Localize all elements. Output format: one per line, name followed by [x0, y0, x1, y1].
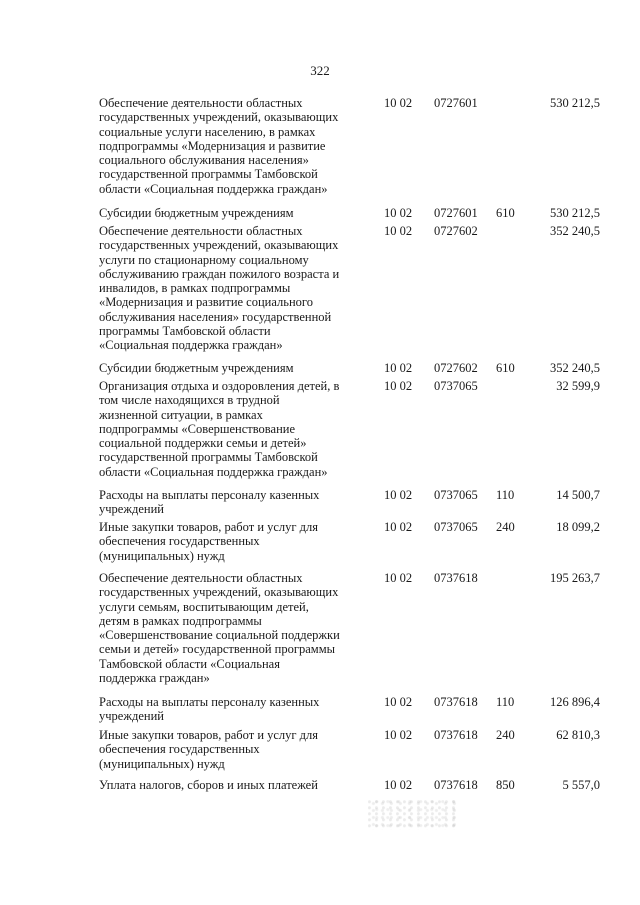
row-target-code: 0737618: [434, 778, 478, 792]
row-section: 10 02: [384, 379, 413, 393]
row-description: Субсидии бюджетным учреждениям: [99, 361, 294, 375]
row-amount: 195 263,7: [550, 571, 600, 585]
row-section: 10 02: [384, 206, 413, 220]
row-amount: 352 240,5: [550, 224, 600, 238]
row-expense-type: 610: [496, 206, 515, 220]
row-expense-type: 110: [496, 488, 515, 502]
row-expense-type: 610: [496, 361, 515, 375]
row-amount: 32 599,9: [556, 379, 600, 393]
row-amount: 18 099,2: [556, 520, 600, 534]
row-amount: 530 212,5: [550, 96, 600, 110]
row-amount: 530 212,5: [550, 206, 600, 220]
row-description: Иные закупки товаров, работ и услуг для обеспечения государственных (муниципальных) нужд: [99, 728, 319, 771]
row-section: 10 02: [384, 488, 413, 502]
row-description: Обеспечение деятельности областных государственных учреждений, оказывающих услуги по стационарному социальному обслуживанию граждан пожилого возраста и инвалидов, в рамках подпрограммы «Модернизация и развитие социального обслуживания населения» государственной программы Тамбовской области «Социальная поддержка граждан»: [99, 224, 340, 353]
row-amount: 62 810,3: [556, 728, 600, 742]
row-section: 10 02: [384, 778, 413, 792]
row-amount: 126 896,4: [550, 695, 600, 709]
row-amount: 5 557,0: [562, 778, 600, 792]
row-target-code: 0737618: [434, 728, 478, 742]
row-target-code: 0727602: [434, 224, 478, 238]
row-description: Расходы на выплаты персоналу казенных учреждений: [99, 695, 320, 724]
row-description: Уплата налогов, сборов и иных платежей: [99, 778, 318, 792]
row-target-code: 0727601: [434, 206, 478, 220]
row-section: 10 02: [384, 571, 413, 585]
row-target-code: 0727601: [434, 96, 478, 110]
row-section: 10 02: [384, 361, 413, 375]
page-number: 322: [310, 63, 330, 78]
row-section: 10 02: [384, 728, 413, 742]
row-expense-type: 240: [496, 520, 515, 534]
row-description: Обеспечение деятельности областных государственных учреждений, оказывающих услуги семьям, воспитывающим детей, детям в рамках подпрограммы «Совершенствование социальной поддержки семьи и детей» государственной программы Тамбовской области «Социальная поддержка граждан»: [99, 571, 340, 686]
row-section: 10 02: [384, 520, 413, 534]
row-section: 10 02: [384, 224, 413, 238]
row-target-code: 0737065: [434, 379, 478, 393]
row-section: 10 02: [384, 96, 413, 110]
row-expense-type: 240: [496, 728, 515, 742]
row-amount: 14 500,7: [556, 488, 600, 502]
row-target-code: 0737065: [434, 488, 478, 502]
row-target-code: 0737618: [434, 695, 478, 709]
row-expense-type: 850: [496, 778, 515, 792]
row-description: Иные закупки товаров, работ и услуг для обеспечения государственных (муниципальных) нужд: [99, 520, 319, 563]
row-target-code: 0727602: [434, 361, 478, 375]
row-description: Обеспечение деятельности областных государственных учреждений, оказывающих социальные услуги населению, в рамках подпрограммы «Модернизация и развитие социального обслуживания населения» государственной программы Тамбовской области «Социальная поддержка граждан»: [99, 96, 339, 196]
row-description: Организация отдыха и оздоровления детей, в том числе находящихся в трудной жизненной ситуации, в рамках подпрограммы «Совершенствование социальной поддержки семьи и детей» государственной программы Тамбовской области «Социальная поддержка граждан»: [99, 379, 340, 479]
row-target-code: 0737618: [434, 571, 478, 585]
row-amount: 352 240,5: [550, 361, 600, 375]
row-target-code: 0737065: [434, 520, 478, 534]
row-expense-type: 110: [496, 695, 515, 709]
row-description: Субсидии бюджетным учреждениям: [99, 206, 294, 220]
row-description: Расходы на выплаты персоналу казенных учреждений: [99, 488, 320, 517]
scan-smudge: [368, 800, 458, 830]
row-section: 10 02: [384, 695, 413, 709]
